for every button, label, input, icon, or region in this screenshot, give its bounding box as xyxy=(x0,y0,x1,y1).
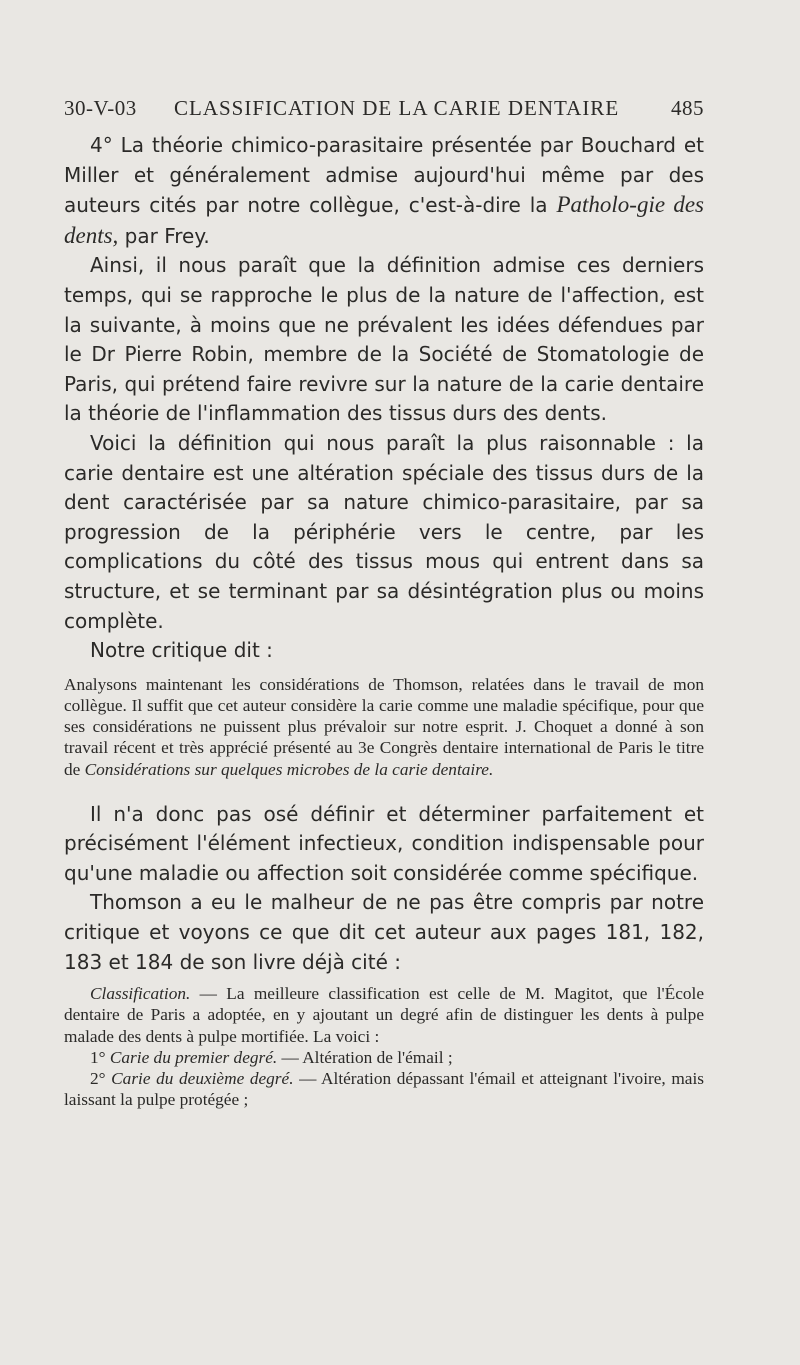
quote-4: 2° Carie du deuxième degré. — Altération dépassant l'émail et atteignant l'ivoire, mais laissant la pulpe protégée ; xyxy=(64,1069,704,1110)
header-title: CLASSIFICATION DE LA CARIE DENTAIRE xyxy=(174,96,620,120)
paragraph-4: Notre critique dit : xyxy=(90,638,273,663)
paragraph-2: Ainsi, il nous paraît que la définition admise ces derniers temps, qui se rapproche le plus de la nature de l'affection, est la suivante, à moins que ne prévalent les idées défendues par le Dr Pierre Robin, membre de la Société de Stomatologie de Paris, qui prétend faire revivre sur la nature de la carie dentaire la théorie de l'inflammation des tissus durs des dents. xyxy=(64,253,704,426)
main-text xyxy=(64,131,704,1110)
quote-1: Analysons maintenant les considérations de Thomson, relatées dans le travail de mon collègue. Il suffit que cet auteur considère la carie comme une maladie spécifique, pour que ses considérations ne puissent plus prévaloir sur notre esprit. J. Choquet a donné à son travail récent et très apprécié présenté au 3e Congrès dentaire international de Paris le titre de Considérations sur quelques microbes de la carie dentaire. xyxy=(64,674,704,779)
paragraph-3: Voici la définition qui nous paraît la plus raisonnable : la carie dentaire est une altération spéciale des tissus durs de la dent caractérisée par sa nature chimico-parasitaire, par sa progression de la périphérie vers le centre, par les complications du côté des tissus mous qui entrent dans sa structure, et se terminant par sa désintégration plus ou moins complète. xyxy=(64,430,704,633)
quote-2: Classification. — La meilleure classification est celle de M. Magitot, que l'École dentaire de Paris a adoptée, en y ajoutant un degré afin de distinguer les dents à pulpe malade des dents à pulpe mortifiée. La voici : xyxy=(64,984,704,1046)
page-number: 485 xyxy=(671,96,704,120)
paragraph-6: Thomson a eu le malheur de ne pas être compris par notre critique et voyons ce que dit cet auteur aux pages 181, 182, 183 et 184 de son livre déjà cité : xyxy=(64,890,704,974)
running-header xyxy=(64,96,704,126)
paragraph-1: 4° La théorie chimico-parasitaire présentée par Bouchard et Miller et généralement admise aujourd'hui même par des auteurs cités par notre collègue, c'est-à-dire la Patholo-gie des dents, par Frey. xyxy=(64,133,704,248)
quote-3: 1° Carie du premier degré. — Altération de l'émail ; xyxy=(90,1047,453,1067)
paragraph-5: Il n'a donc pas osé définir et déterminer parfaitement et précisément l'élément infectieux, condition indispensable pour qu'une maladie ou affection soit considérée comme spécifique. xyxy=(64,801,704,885)
header-date: 30-V-03 xyxy=(64,96,137,120)
